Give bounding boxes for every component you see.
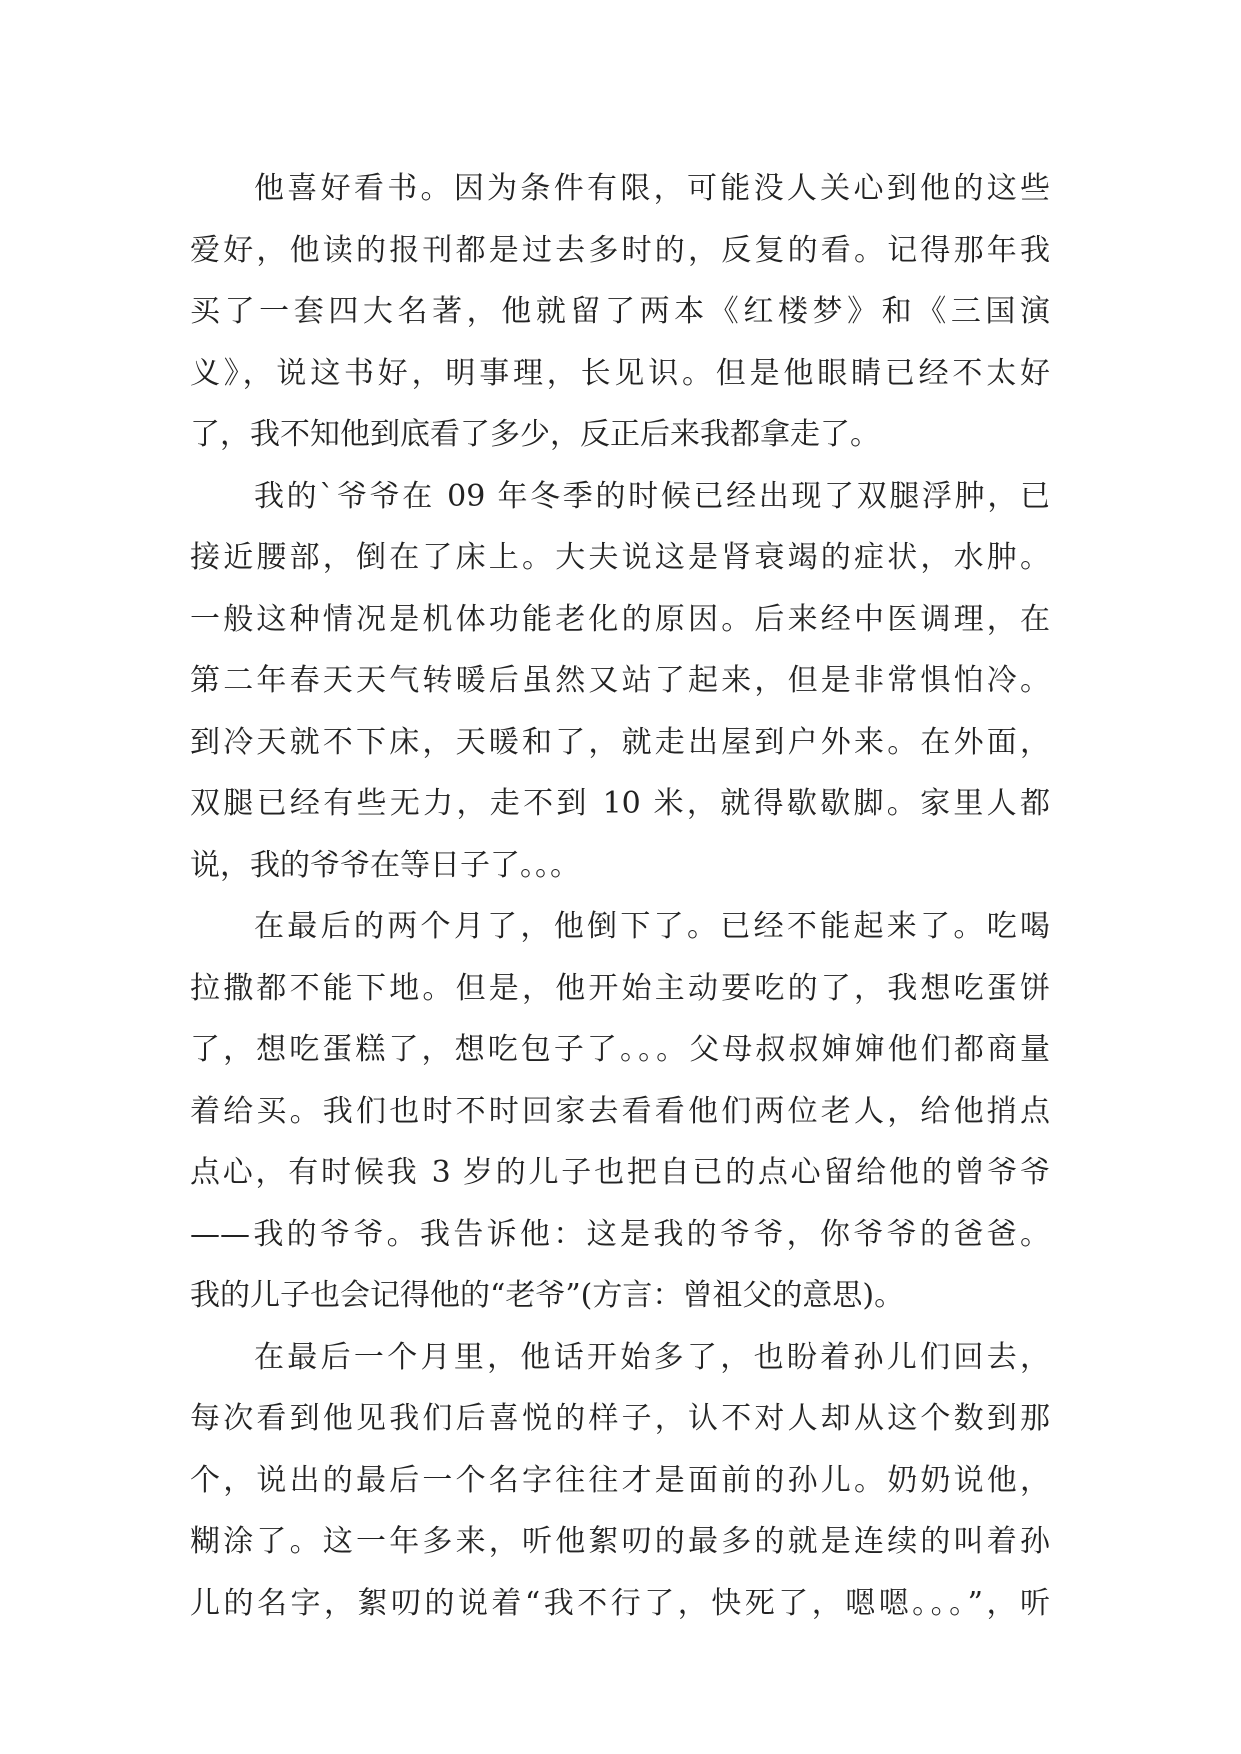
text-line: 个，说出的最后一个名字往往才是面前的孙儿。奶奶说他， <box>190 1462 1050 1498</box>
paragraph-4 <box>190 1327 1050 1635</box>
text-line: ——我的爷爷。我告诉他：这是我的爷爷，你爷爷的爸爸。 <box>190 1216 1050 1252</box>
text-line: 儿的名字，絮叨的说着“我不行了，快死了，嗯嗯。。。”，听 <box>190 1585 1050 1621</box>
paragraph-1 <box>190 158 1050 466</box>
text-line: 义》，说这书好，明事理，长见识。但是他眼睛已经不太好 <box>190 355 1050 391</box>
text-line: 买了一套四大名著，他就留了两本《红楼梦》和《三国演 <box>190 294 1050 329</box>
text-line: 接近腰部，倒在了床上。大夫说这是肾衰竭的症状，水肿。 <box>190 540 1050 575</box>
text-line: 在最后的两个月了，他倒下了。已经不能起来了。吃喝 <box>254 909 1050 944</box>
text-line: 着给买。我们也时不时回家去看看他们两位老人，给他捎点 <box>190 1093 1050 1129</box>
text-line: 拉撒都不能下地。但是，他开始主动要吃的了，我想吃蛋饼 <box>190 970 1050 1006</box>
text-line: 了，想吃蛋糕了，想吃包子了。。。父母叔叔婶婶他们都商量 <box>190 1032 1050 1067</box>
text-line: 糊涂了。这一年多来，听他絮叨的最多的就是连续的叫着孙 <box>190 1524 1050 1559</box>
text-line: 一般这种情况是机体功能老化的原因。后来经中医调理，在 <box>190 601 1050 637</box>
text-line: 每次看到他见我们后喜悦的样子，认不对人却从这个数到那 <box>190 1401 1050 1436</box>
text-line: 第二年春天天气转暖后虽然又站了起来，但是非常惧怕冷。 <box>190 663 1050 698</box>
text-line: 我的儿子也会记得他的“老爷”(方言：曾祖父的意思)。 <box>190 1278 905 1313</box>
text-line: 在最后一个月里，他话开始多了，也盼着孙儿们回去， <box>254 1339 1050 1375</box>
body-text <box>190 158 1050 1634</box>
paragraph-2 <box>190 466 1050 897</box>
text-line: 双腿已经有些无力，走不到 10 米，就得歇歇脚。家里人都 <box>190 786 1050 821</box>
text-line: 我的`爷爷在 09 年冬季的时候已经出现了双腿浮肿，已 <box>254 478 1050 514</box>
paragraph-3 <box>190 896 1050 1327</box>
text-line: 点心，有时候我 3 岁的儿子也把自已的点心留给他的曾爷爷 <box>190 1155 1050 1190</box>
text-line: 说，我的爷爷在等日子了。。。 <box>190 847 580 883</box>
text-line: 到冷天就不下床，天暖和了，就走出屋到户外来。在外面， <box>190 724 1050 760</box>
text-line: 了，我不知他到底看了多少，反正后来我都拿走了。 <box>190 417 880 452</box>
text-line: 爱好，他读的报刊都是过去多时的，反复的看。记得那年我 <box>190 232 1050 268</box>
text-line: 他喜好看书。因为条件有限，可能没人关心到他的这些 <box>254 171 1050 206</box>
